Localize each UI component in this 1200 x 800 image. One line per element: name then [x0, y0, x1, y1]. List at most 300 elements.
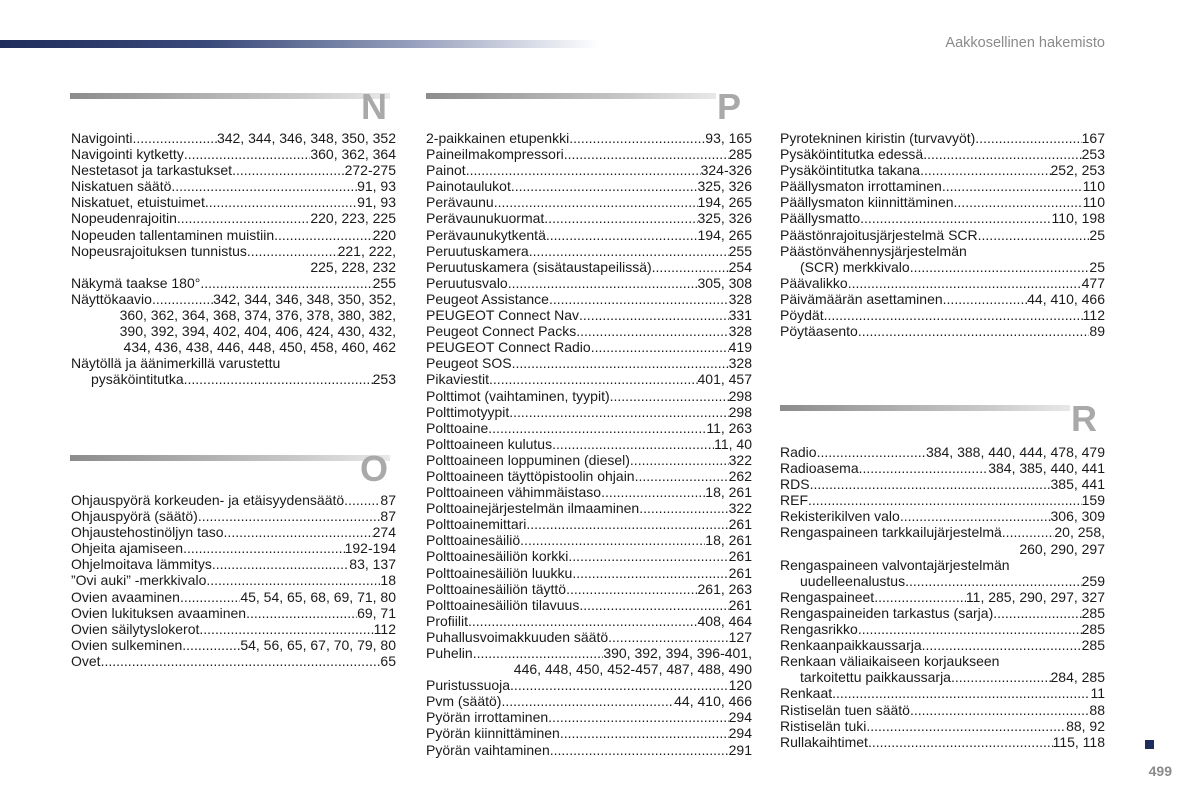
- index-entry-label: Radio: [780, 444, 817, 460]
- index-entry: [426, 339, 752, 355]
- index-entry-label: Niskatuen säätö: [71, 178, 172, 195]
- leader-dots: [922, 637, 1082, 653]
- index-entry: [71, 589, 396, 605]
- index-entry-label: Perävaunu: [426, 194, 494, 211]
- index-entry-label: Polttoaineen täyttöpistoolin ohjain: [426, 467, 635, 484]
- index-entry: [426, 548, 752, 564]
- index-entry-pages: 127: [728, 628, 752, 645]
- index-entry-pages: 419: [728, 339, 752, 356]
- index-entry-pages: 83, 137: [349, 556, 396, 573]
- index-entry: [780, 307, 1105, 323]
- leader-dots: [529, 243, 729, 259]
- leader-dots: [564, 146, 729, 162]
- index-entry: [71, 508, 396, 524]
- index-entry: [780, 637, 1105, 653]
- index-entry: [426, 516, 752, 532]
- index-entry: [426, 742, 752, 758]
- index-entry-pages: 110, 198: [1051, 210, 1105, 227]
- index-entry: [780, 162, 1105, 178]
- leader-dots: [198, 508, 381, 524]
- index-entry-pages: 325, 326: [697, 178, 752, 195]
- index-entry-pages: 220, 223, 225: [310, 210, 396, 227]
- index-entry-pages: 298: [728, 387, 752, 404]
- index-entry: [426, 597, 752, 613]
- index-entry: [71, 227, 396, 243]
- index-entry-label: Radioasema: [780, 460, 859, 477]
- index-entry-pages: 25: [1089, 258, 1105, 275]
- index-entry-pages: 306, 309: [1050, 508, 1105, 525]
- leader-dots: [639, 500, 728, 516]
- index-entry-label: Ristiselän tuki: [780, 717, 867, 734]
- index-entry-label: (SCR) merkkivalo: [800, 258, 910, 275]
- index-entry: [426, 355, 752, 371]
- index-entry: [780, 702, 1105, 718]
- index-entry-label: pysäköintitutka: [91, 371, 184, 388]
- leader-dots: [905, 573, 1082, 589]
- index-entry-pages: 11, 285, 290, 297, 327: [965, 588, 1105, 605]
- index-entry-label: Ovien säilytyslokerot: [71, 620, 200, 637]
- leader-dots: [601, 484, 705, 500]
- leader-dots: [576, 323, 728, 339]
- index-entry-heading: Näytöllä ja äänimerkillä varustettu: [71, 355, 281, 372]
- index-entry: [426, 725, 752, 741]
- section-r-letter: R: [1071, 398, 1097, 439]
- index-entry: [426, 629, 752, 645]
- section-r-divider: [780, 405, 1070, 411]
- section-o-letter: O: [360, 448, 389, 489]
- leader-dots: [206, 572, 380, 588]
- index-entry: [426, 388, 752, 404]
- leader-dots: [549, 291, 729, 307]
- leader-dots: [910, 702, 1089, 718]
- index-entry-pages: 285: [1081, 604, 1105, 621]
- index-entry: [426, 500, 752, 516]
- index-entry-label: Peruutuskamera (sisätaustapeilissä): [426, 258, 652, 275]
- index-entry: [780, 178, 1105, 194]
- leader-dots: [860, 210, 1051, 226]
- index-entry: [780, 492, 1105, 508]
- index-entry-pages: 262: [728, 467, 752, 484]
- index-entry-pages: 255: [728, 242, 752, 259]
- leader-dots: [520, 532, 705, 548]
- section-n-divider: [70, 93, 390, 99]
- index-entry-pages: 384, 385, 440, 441: [988, 460, 1105, 477]
- leader-dots: [180, 589, 240, 605]
- index-entry-pages: 324-326: [700, 162, 752, 179]
- index-entry-label: Polttoainesäiliön luukku: [426, 564, 573, 581]
- index-entry-label: uudelleenalustus: [800, 572, 906, 589]
- index-entry-label: Pvm (säätö): [426, 693, 502, 710]
- index-entry-pages: 305, 308: [697, 274, 752, 291]
- index-entry-label: Näkymä taakse 180°: [71, 274, 201, 291]
- index-entry-label: ”Ovi auki” -merkkivalo: [71, 572, 207, 589]
- index-entry-heading: Rengaspaineen valvontajärjestelmän: [780, 556, 1010, 573]
- index-entry-label: Polttoainesäiliön täyttö: [426, 580, 567, 597]
- index-entry: [426, 404, 752, 420]
- index-entry: [426, 210, 752, 226]
- index-entry-label: Ohjauspyörä korkeuden- ja etäisyydensäätö: [71, 492, 345, 508]
- index-entry-label: 2-paikkainen etupenkki: [426, 130, 570, 146]
- leader-dots: [951, 669, 1051, 685]
- leader-dots: [560, 725, 729, 741]
- page-header-title: Aakkosellinen hakemisto: [945, 35, 1105, 51]
- index-entry-pages: 253: [1081, 146, 1105, 163]
- index-entry-pages: 91, 93: [357, 194, 396, 211]
- index-entry-label: Perävaunukuormat: [426, 210, 545, 227]
- index-entry-label: Nopeusrajoituksen tunnistus: [71, 242, 247, 259]
- index-entry: [426, 259, 752, 275]
- index-entry: [426, 565, 752, 581]
- index-entry-label: Näyttökaavio: [71, 290, 152, 307]
- index-entry-label: Pysäköintitutka edessä: [780, 146, 924, 163]
- index-entry-label: Polttoainesäiliön tilavuus: [426, 596, 580, 613]
- index-entry: [780, 685, 1105, 701]
- index-entry: [426, 194, 752, 210]
- index-entry-label: Puhelin: [426, 645, 473, 661]
- index-entry-pages: 360, 362, 364: [310, 146, 396, 163]
- leader-dots: [183, 540, 345, 556]
- index-entry-pages: 54, 56, 65, 67, 70, 79, 80: [240, 636, 396, 653]
- index-entry-label: RDS: [780, 476, 810, 493]
- index-entry: [426, 436, 752, 452]
- leader-dots: [152, 291, 213, 307]
- section-p-list-column-2: [780, 130, 1105, 339]
- index-entry-label: Polttoaine: [426, 419, 489, 436]
- header-accent-bar: [0, 40, 600, 48]
- index-entry-label: Ohjaustehostinöljyn taso: [71, 524, 224, 541]
- index-entry-pages: 274: [372, 524, 396, 541]
- leader-dots: [544, 210, 697, 226]
- index-entry: [71, 243, 396, 259]
- index-entry-label: Polttoainejärjestelmän ilmaaminen: [426, 500, 640, 517]
- index-entry-label: Puristussuoja: [426, 677, 511, 694]
- index-entry: [780, 460, 1105, 476]
- index-entry-pages: 294: [728, 725, 752, 742]
- leader-dots: [568, 548, 728, 564]
- index-entry-pages: 401, 457: [697, 371, 752, 388]
- index-entry: [71, 524, 396, 540]
- leader-dots: [866, 718, 1066, 734]
- index-entry-pages: 328: [728, 290, 752, 307]
- leader-dots: [511, 178, 698, 194]
- index-entry-pages: 91, 93: [357, 178, 396, 195]
- index-entry: [780, 589, 1105, 605]
- index-entry-label: Peruutuskamera: [426, 242, 529, 259]
- index-entry-pages: 44, 410, 466: [1027, 290, 1105, 307]
- index-entry-label: Polttoainesäiliön korkki: [426, 548, 569, 565]
- index-entry-pages: 477: [1081, 274, 1105, 291]
- leader-dots: [510, 677, 729, 693]
- leader-dots: [1002, 524, 1055, 540]
- index-entry-pages: 408, 464: [697, 612, 752, 629]
- index-entry: [780, 669, 1105, 685]
- index-entry-pages: 11, 263: [706, 419, 752, 436]
- index-entry: [71, 540, 396, 556]
- index-entry-pages: 261, 263: [697, 580, 752, 597]
- index-entry-pages: 285: [1081, 621, 1105, 638]
- leader-dots: [978, 227, 1090, 243]
- index-entry-label: Pöytäasento: [780, 323, 858, 340]
- index-entry: [71, 146, 396, 162]
- index-entry-pages: 322: [728, 451, 752, 468]
- index-entry-label: Pyrotekninen kiristin (turvavyöt): [780, 130, 976, 146]
- index-entry-pages-continued: 225, 228, 232: [310, 258, 396, 275]
- index-entry-label: Rullakaihtimet: [780, 733, 868, 750]
- leader-dots: [920, 162, 1050, 178]
- index-entry: [426, 484, 752, 500]
- leader-dots: [508, 275, 698, 291]
- index-entry: [780, 476, 1105, 492]
- index-entry: [71, 621, 396, 637]
- index-entry: [780, 734, 1105, 750]
- section-p-letter: P: [717, 86, 742, 127]
- index-entry-label: Päästönrajoitusjärjestelmä SCR: [780, 226, 978, 243]
- index-entry: [780, 146, 1105, 162]
- index-entry: [426, 275, 752, 291]
- index-entry: [426, 371, 752, 387]
- leader-dots: [900, 508, 1051, 524]
- index-entry-pages: 325, 326: [697, 210, 752, 227]
- index-entry: [780, 573, 1105, 589]
- index-entry-pages: 93, 165: [705, 130, 752, 146]
- index-entry-pages: 11, 40: [714, 435, 752, 452]
- leader-dots: [177, 210, 311, 226]
- index-entry-label: tarkoitettu paikkaussarja: [800, 669, 951, 686]
- leader-dots: [832, 685, 1090, 701]
- index-entry: [426, 613, 752, 629]
- leader-dots: [610, 388, 729, 404]
- index-entry-label: Pyörän vaihtaminen: [426, 741, 550, 758]
- index-entry: [426, 178, 752, 194]
- section-n-letter: N: [361, 86, 387, 127]
- index-entry-pages: 88: [1089, 701, 1105, 718]
- index-entry-label: Navigointi kytketty: [71, 146, 184, 163]
- index-entry-pages: 115, 118: [1052, 733, 1105, 750]
- index-entry: [71, 572, 396, 588]
- index-entry: [426, 677, 752, 693]
- index-entry: [780, 605, 1105, 621]
- index-entry-pages-continued: 260, 290, 297: [1019, 540, 1105, 557]
- index-entry-label: Päivämäärän asettaminen: [780, 290, 943, 307]
- index-entry: [426, 468, 752, 484]
- leader-dots: [184, 146, 311, 162]
- index-entry: [780, 210, 1105, 226]
- leader-dots: [868, 734, 1053, 750]
- leader-dots: [848, 275, 1082, 291]
- leader-dots: [579, 597, 728, 613]
- index-entry: [780, 508, 1105, 524]
- index-entry-label: Paineilmakompressori: [426, 146, 564, 163]
- index-entry-label: Pysäköintitutka takana: [780, 162, 921, 179]
- index-entry-label: Polttoainesäiliö: [426, 532, 521, 549]
- index-entry-pages: 112: [373, 620, 396, 637]
- index-entry-pages: 167: [1081, 130, 1105, 146]
- index-entry-label: Päällysmaton irrottaminen: [780, 178, 942, 195]
- index-entry: [71, 556, 396, 572]
- index-entry: [780, 259, 1105, 275]
- index-entry-label: Renkaanpaikkaussarja: [780, 637, 922, 654]
- leader-dots: [858, 621, 1082, 637]
- index-entry: [426, 693, 752, 709]
- leader-dots: [552, 436, 714, 452]
- index-entry-label: Päällysmaton kiinnittäminen: [780, 194, 954, 211]
- leader-dots: [635, 468, 729, 484]
- section-p-divider: [426, 93, 716, 99]
- leader-dots: [817, 444, 926, 460]
- leader-dots: [212, 556, 349, 572]
- index-entry-pages: 252, 253: [1050, 162, 1105, 179]
- index-entry: [780, 275, 1105, 291]
- index-entry-label: Ovien sulkeminen: [71, 636, 183, 653]
- leader-dots: [512, 355, 729, 371]
- index-entry: [426, 532, 752, 548]
- leader-dots: [993, 605, 1081, 621]
- index-entry-label: Perävaunukytkentä: [426, 226, 546, 243]
- index-entry-label: Polttoaineen vähimmäistaso: [426, 484, 602, 501]
- leader-dots: [171, 178, 357, 194]
- index-entry-label: PEUGEOT Connect Nav: [426, 307, 580, 324]
- index-entry: [780, 621, 1105, 637]
- leader-dots: [810, 476, 1051, 492]
- index-entry-pages: 261: [728, 596, 752, 613]
- index-entry-pages-continued: 446, 448, 450, 452-457, 487, 488, 490: [513, 661, 752, 678]
- index-entry-label: Polttimotyypit: [426, 403, 510, 420]
- index-entry-label: Navigointi: [71, 130, 133, 146]
- index-entry-pages: 328: [728, 323, 752, 340]
- index-entry-label: Päällysmatto: [780, 210, 861, 227]
- index-entry-pages: 120: [728, 677, 752, 694]
- index-entry: [71, 653, 396, 669]
- index-entry-pages: 112: [1082, 307, 1105, 324]
- index-entry-pages: 18, 261: [705, 484, 752, 501]
- index-entry-label: REF: [780, 492, 808, 509]
- section-o-divider: [70, 455, 390, 461]
- index-entry: [780, 524, 1105, 540]
- index-entry-label: Päävalikko: [780, 274, 848, 291]
- index-entry-pages: 45, 54, 65, 68, 69, 71, 80: [240, 588, 396, 605]
- index-entry-pages-continued: 390, 392, 394, 402, 404, 406, 424, 430, 432,: [119, 323, 396, 340]
- leader-dots: [489, 371, 697, 387]
- index-entry-pages: 20, 258,: [1054, 524, 1105, 541]
- index-entry: [71, 194, 396, 210]
- index-entry: [780, 323, 1105, 339]
- index-entry-pages: 285: [728, 146, 752, 163]
- index-entry-label: Polttoaineen kulutus: [426, 435, 553, 452]
- leader-dots: [232, 162, 345, 178]
- leader-dots: [824, 307, 1083, 323]
- index-entry-pages: 261: [728, 564, 752, 581]
- page-number: 499: [1148, 763, 1172, 779]
- index-entry-label: Polttoainemittari: [426, 516, 527, 533]
- leader-dots: [488, 420, 706, 436]
- index-entry: [71, 178, 396, 194]
- leader-dots: [466, 162, 701, 178]
- index-entry-pages: 298: [728, 403, 752, 420]
- index-entry-pages: 220: [372, 226, 396, 243]
- leader-dots: [247, 243, 338, 259]
- index-entry-pages: 284, 285: [1050, 669, 1105, 686]
- index-entry-pages: 328: [728, 355, 752, 372]
- index-entry-pages: 285: [1081, 637, 1105, 654]
- index-entry-pages-continued: 360, 362, 364, 368, 374, 376, 378, 380, 382,: [119, 307, 396, 324]
- index-entry: [71, 605, 396, 621]
- index-entry-label: Rengaspaineiden tarkastus (sarja): [780, 604, 994, 621]
- leader-dots: [205, 194, 357, 210]
- index-entry-label: Painot: [426, 162, 466, 179]
- index-entry-label: Profiilit: [426, 612, 469, 629]
- index-entry-pages: 88, 92: [1066, 717, 1105, 734]
- index-entry-label: Peugeot Connect Packs: [426, 323, 577, 340]
- index-entry-pages: 110: [1082, 178, 1105, 195]
- index-entry-label: Rengaspaineen tarkkailujärjestelmä: [780, 524, 1002, 541]
- leader-dots: [473, 645, 604, 661]
- index-entry: [71, 492, 396, 508]
- index-entry-pages: 87: [380, 508, 396, 525]
- leader-dots: [608, 629, 729, 645]
- index-entry: [780, 718, 1105, 734]
- leader-dots: [501, 693, 674, 709]
- leader-dots: [858, 323, 1090, 339]
- index-entry: [780, 227, 1105, 243]
- index-entry: [780, 444, 1105, 460]
- leader-dots: [184, 371, 373, 387]
- index-entry-pages: 342, 344, 346, 348, 350, 352,: [213, 290, 396, 307]
- index-entry-label: Peruutusvalo: [426, 274, 508, 291]
- index-entry-pages: 291: [728, 741, 752, 758]
- index-entry: [71, 275, 396, 291]
- leader-dots: [546, 227, 698, 243]
- index-entry-label: Ovien avaaminen: [71, 588, 180, 605]
- leader-dots: [468, 613, 697, 629]
- index-entry-label: Ohjelmoitava lämmitys: [71, 556, 212, 573]
- index-entry: [71, 210, 396, 226]
- index-entry: [426, 420, 752, 436]
- index-entry-pages: 18, 261: [705, 532, 752, 549]
- section-r-list: [780, 444, 1105, 750]
- index-entry: [71, 637, 396, 653]
- index-entry-label: Ristiselän tuen säätö: [780, 701, 910, 718]
- index-entry: [780, 194, 1105, 210]
- index-entry-pages: 322: [728, 500, 752, 517]
- index-entry-pages: 194, 265: [697, 194, 752, 211]
- index-entry-pages: 253: [372, 371, 396, 388]
- index-entry-pages: 294: [728, 709, 752, 726]
- leader-dots: [246, 605, 357, 621]
- leader-dots: [509, 404, 728, 420]
- index-entry-label: Pikaviestit: [426, 371, 490, 388]
- index-entry: [426, 291, 752, 307]
- index-entry-label: Painotaulukot: [426, 178, 511, 195]
- index-entry-label: Rengasrikko: [780, 621, 858, 638]
- index-entry-label: Polttimot (vaihtaminen, tyypit): [426, 387, 610, 404]
- leader-dots: [199, 621, 373, 637]
- index-entry-label: Ohjeita ajamiseen: [71, 540, 184, 557]
- leader-dots: [182, 637, 240, 653]
- index-entry-pages: 342, 344, 346, 348, 350, 352: [216, 130, 396, 146]
- index-entry: [71, 371, 396, 387]
- index-entry-label: Ovet: [71, 652, 101, 669]
- index-entry-pages: 331: [728, 307, 752, 324]
- section-o-list: [71, 492, 396, 669]
- index-entry-label: Polttoaineen loppuminen (diesel): [426, 451, 630, 468]
- index-entry-label: Renkaat: [780, 685, 833, 702]
- index-entry-pages: 25: [1089, 226, 1105, 243]
- index-entry: [426, 243, 752, 259]
- index-entry-pages: 44, 410, 466: [674, 693, 752, 710]
- leader-dots: [494, 194, 698, 210]
- index-entry: [426, 146, 752, 162]
- leader-dots: [591, 339, 729, 355]
